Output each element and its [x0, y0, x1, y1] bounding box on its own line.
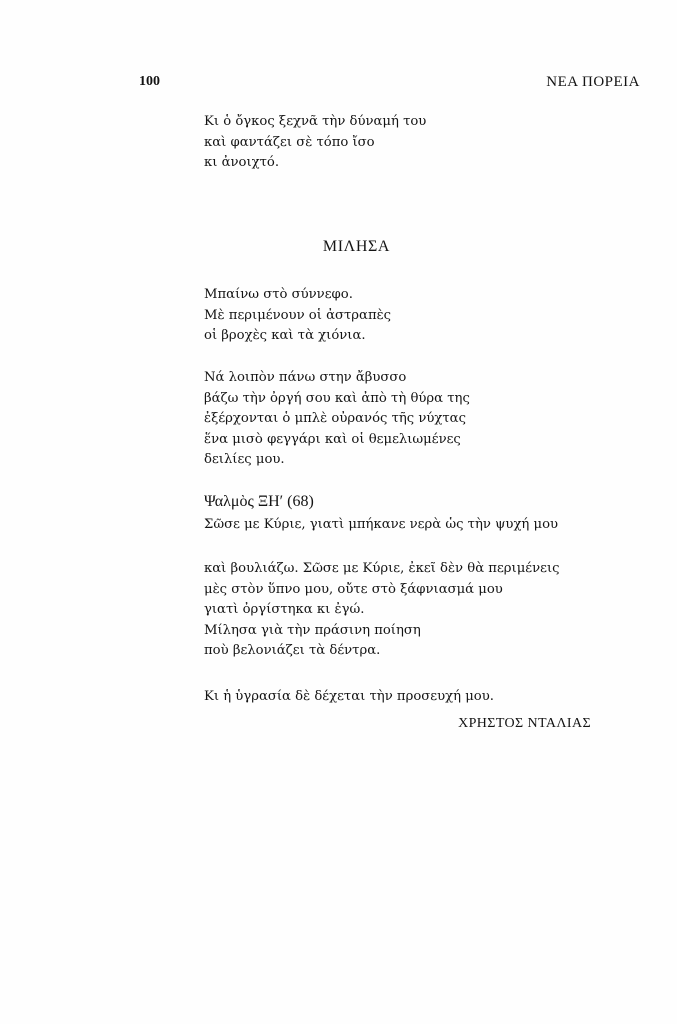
verse-line: μὲς στὸν ὕπνο μου, οὔτε στὸ ξάφνιασμά μου [204, 581, 503, 597]
psalm-heading: Ψαλμὸς ΞΗ′ (68) [204, 493, 314, 510]
verse-line: Μὲ περιμένουν οἱ ἀστραπὲς [204, 307, 392, 323]
stanza-3 [204, 515, 558, 536]
verse-line: ποὺ βελονιάζει τὰ δέντρα. [204, 643, 381, 659]
verse-line: Σῶσε με Κύριε, γιατὶ μπήκανε νερὰ ὡς τὴν ψυχή μου [204, 517, 559, 532]
poem-title: ΜΙΛΗΣΑ [322, 238, 391, 255]
verse-line: καὶ φαντάζει σὲ τόπο ἴσο [204, 134, 375, 150]
author-signature: ΧΡΗΣΤΟΣ ΝΤΑΛΙΑΣ [458, 716, 591, 731]
verse-line: οἱ βροχὲς καὶ τὰ χιόνια. [204, 328, 366, 344]
running-head: ΝΕΑ ΠΟΡΕΙΑ [546, 74, 640, 90]
verse-line: Μίλησα γιὰ τὴν πράσινη ποίηση [204, 622, 421, 638]
verse-line: κι ἀνοιχτό. [204, 155, 280, 171]
stanza-5 [204, 687, 494, 708]
page-number: 100 [139, 74, 160, 89]
stanza-previous-poem-ending [204, 112, 426, 174]
verse-line: Κι ἡ ὑγρασία δὲ δέχεται τὴν προσευχή μου. [204, 689, 494, 704]
verse-line: ἐξέρχονται ὁ μπλὲ οὐρανός τῆς νύχτας [204, 411, 466, 427]
stanza-2 [204, 368, 470, 471]
verse-line: Μπαίνω στὸ σύννεφο. [204, 287, 353, 302]
verse-line: Νά λοιπὸν πάνω στην ἄβυσσο [204, 370, 407, 385]
verse-line: ἕνα μισὸ φεγγάρι καὶ οἱ θεμελιωμένες [204, 431, 461, 447]
stanza-4 [204, 559, 560, 662]
stanza-1 [204, 285, 391, 347]
verse-line: βάζω τὴν ὀργή σου καὶ ἀπὸ τὴ θύρα της [204, 390, 470, 406]
verse-line: γιατὶ ὀργίστηκα κι ἐγώ. [204, 602, 365, 618]
verse-line: καὶ βουλιάζω. Σῶσε με Κύριε, ἐκεῖ δὲν θὰ περιμένεις [204, 561, 560, 576]
verse-line: δειλίες μου. [204, 452, 285, 468]
verse-line: Κι ὁ ὄγκος ξεχνᾶ τὴν δύναμή του [204, 114, 427, 129]
